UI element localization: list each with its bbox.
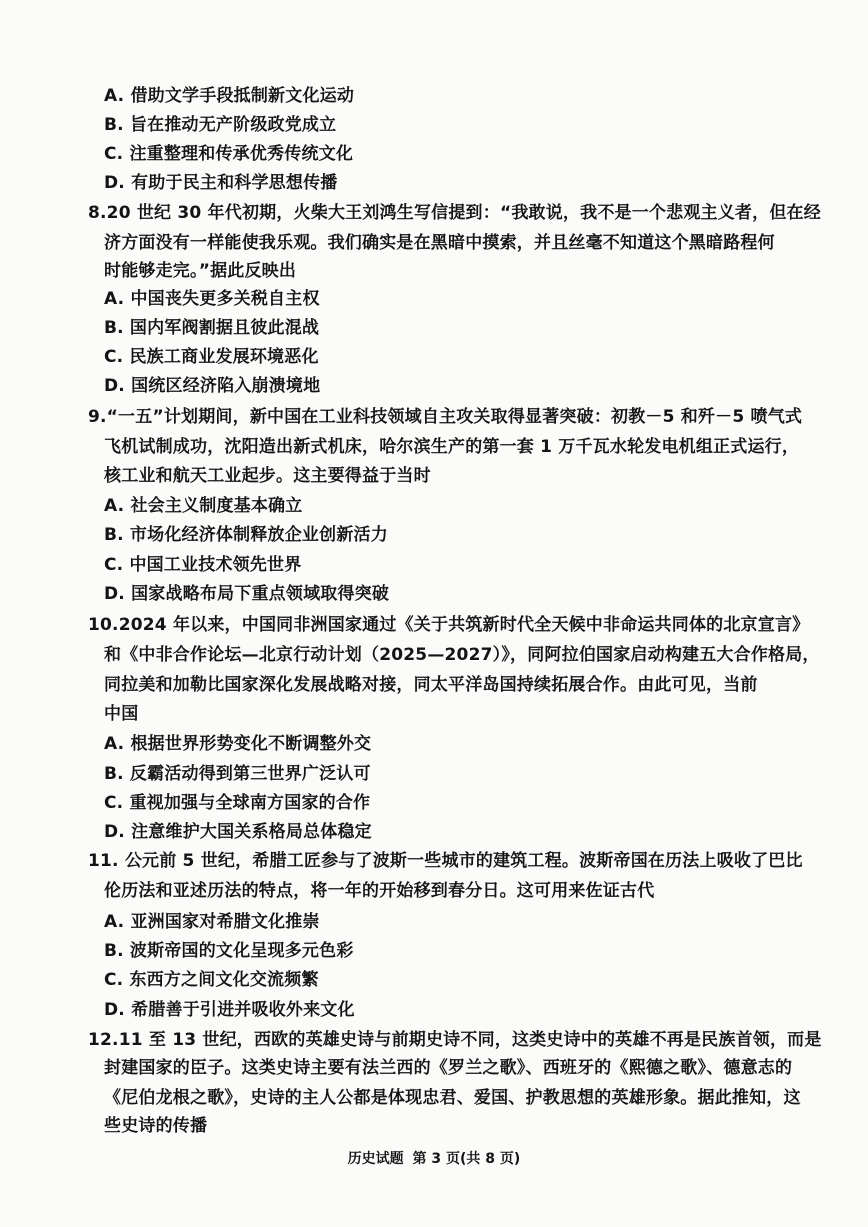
q12-stem-line-4: 些史诗的传播 xyxy=(104,1116,208,1136)
q12-stem-line-1: 12.11 至 13 世纪，西欧的英雄史诗与前期史诗不同，这类史诗中的英雄不再是民族首领，而是 xyxy=(88,1030,822,1050)
q10-stem-line-4: 中国 xyxy=(104,704,139,724)
q8-stem-line-3: 时能够走完。”据此反映出 xyxy=(104,261,297,281)
q8-option-b: B. 国内军阀割据且彼此混战 xyxy=(104,318,320,338)
q9-stem-line-1: 9.“一五”计划期间，新中国在工业科技领域自主攻关取得显著突破：初教－5 和歼－5 喷气式 xyxy=(88,407,803,427)
q8-option-d: D. 国统区经济陷入崩溃境地 xyxy=(104,376,321,396)
q8-stem-line-2: 济方面没有一样能使我乐观。我们确实是在黑暗中摸索，并且丝毫不知道这个黑暗路程何 xyxy=(104,233,775,253)
q9-stem-line-3: 核工业和航天工业起步。这主要得益于当时 xyxy=(104,466,431,486)
q10-stem-line-3: 同拉美和加勒比国家深化发展战略对接，同太平洋岛国持续拓展合作。由此可见，当前 xyxy=(104,675,758,695)
q10-option-d: D. 注意维护大国关系格局总体稳定 xyxy=(104,822,372,842)
footer-page-number: 第 3 页(共 8 页) xyxy=(412,1151,521,1167)
page-footer xyxy=(0,1148,868,1168)
q12-stem-line-3: 《尼伯龙根之歌》，史诗的主人公都是体现忠君、爱国、护教思想的英雄形象。据此推知，这 xyxy=(104,1088,801,1108)
q11-option-d: D. 希腊善于引进并吸收外来文化 xyxy=(104,1000,355,1020)
q8-option-a: A. 中国丧失更多关税自主权 xyxy=(104,289,320,309)
q9-option-b: B. 市场化经济体制释放企业创新活力 xyxy=(104,525,388,545)
q7-option-d: D. 有助于民主和科学思想传播 xyxy=(104,173,338,193)
q10-option-b: B. 反霸活动得到第三世界广泛认可 xyxy=(104,764,371,784)
q8-option-c: C. 民族工商业发展环境恶化 xyxy=(104,347,319,367)
q7-option-c: C. 注重整理和传承优秀传统文化 xyxy=(104,144,354,164)
q10-stem-line-2: 和《中非合作论坛—北京行动计划（2025—2027）》，同阿拉伯国家启动构建五大合作格局， xyxy=(104,645,820,665)
q9-stem-line-2: 飞机试制成功，沈阳造出新式机床，哈尔滨生产的第一套 1 万千瓦水轮发电机组正式运行， xyxy=(104,437,800,457)
q8-stem-line-1: 8.20 世纪 30 年代初期，火柴大王刘鸿生写信提到：“我敢说，我不是一个悲观主义者，但在经 xyxy=(88,203,821,223)
q11-option-a: A. 亚洲国家对希腊文化推崇 xyxy=(104,912,320,932)
q7-option-a: A. 借助文学手段抵制新文化运动 xyxy=(104,86,355,106)
q11-option-b: B. 波斯帝国的文化呈现多元色彩 xyxy=(104,941,354,961)
q10-option-c: C. 重视加强与全球南方国家的合作 xyxy=(104,793,371,813)
q11-stem-line-1: 11. 公元前 5 世纪，希腊工匠参与了波斯一些城市的建筑工程。波斯帝国在历法上吸收了巴比 xyxy=(88,851,803,871)
q12-stem-line-2: 封建国家的臣子。这类史诗主要有法兰西的《罗兰之歌》、西班牙的《熙德之歌》、德意志的 xyxy=(104,1058,793,1078)
q10-option-a: A. 根据世界形势变化不断调整外交 xyxy=(104,734,372,754)
q9-option-a: A. 社会主义制度基本确立 xyxy=(104,496,303,516)
q7-option-b: B. 旨在推动无产阶级政党成立 xyxy=(104,115,337,135)
q10-stem-line-1: 10.2024 年以来，中国同非洲国家通过《关于共筑新时代全天候中非命运共同体的北京宣言》 xyxy=(88,615,810,635)
footer-subject: 历史试题 xyxy=(347,1151,404,1167)
q11-option-c: C. 东西方之间文化交流频繁 xyxy=(104,970,319,990)
q9-option-c: C. 中国工业技术领先世界 xyxy=(104,555,302,575)
q9-option-d: D. 国家战略布局下重点领域取得突破 xyxy=(104,584,390,604)
q11-stem-line-2: 伦历法和亚述历法的特点，将一年的开始移到春分日。这可用来佐证古代 xyxy=(104,881,655,901)
